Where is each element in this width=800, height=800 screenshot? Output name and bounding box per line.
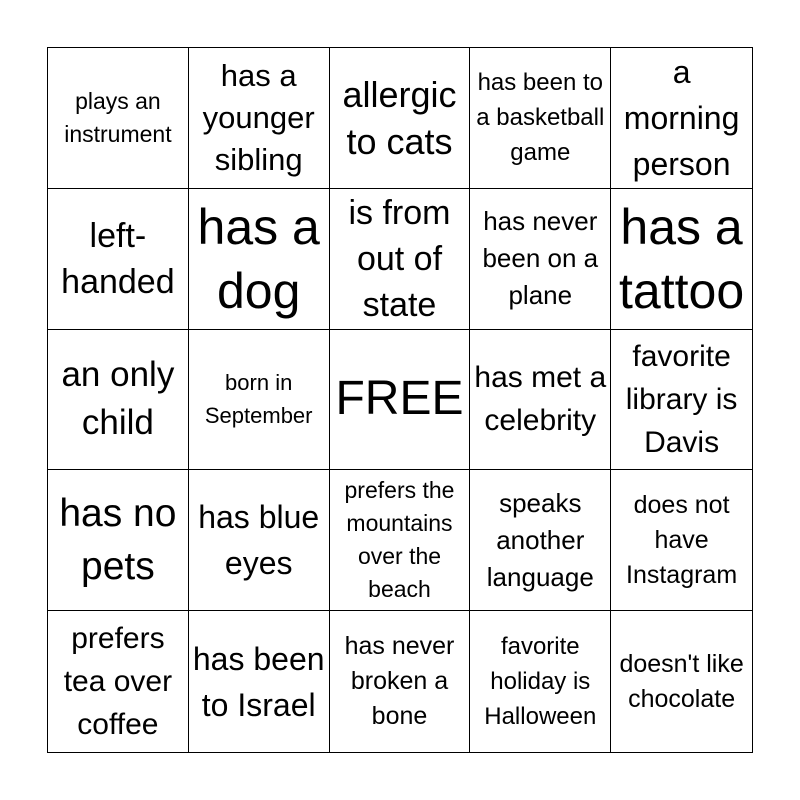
bingo-cell[interactable]: [611, 189, 752, 330]
cell-text: has been to Israel: [192, 640, 325, 723]
bingo-cell[interactable]: [611, 611, 752, 752]
bingo-cell[interactable]: [189, 330, 330, 471]
cell-text: has blue eyes: [198, 499, 320, 582]
bingo-cell[interactable]: [189, 48, 330, 189]
bingo-cell[interactable]: [611, 330, 752, 471]
bingo-cell[interactable]: [48, 611, 189, 752]
cell-text: has a tattoo: [619, 198, 745, 319]
cell-text: allergic to cats: [342, 73, 457, 162]
bingo-cell[interactable]: [470, 611, 611, 752]
bingo-cell[interactable]: [48, 48, 189, 189]
bingo-cell[interactable]: [470, 470, 611, 611]
bingo-cell[interactable]: [470, 189, 611, 330]
cell-text: prefers the mountains over the beach: [344, 477, 455, 603]
bingo-cell[interactable]: [330, 189, 471, 330]
bingo-cell[interactable]: [48, 189, 189, 330]
cell-text: has a younger sibling: [202, 57, 315, 177]
cell-text: left-handed: [61, 216, 175, 301]
cell-text: speaks another language: [486, 487, 594, 592]
bingo-cell[interactable]: [189, 189, 330, 330]
cell-text: has a dog: [197, 198, 320, 319]
cell-text: is from out of state: [348, 193, 451, 324]
bingo-cell[interactable]: [470, 48, 611, 189]
bingo-cell[interactable]: [470, 330, 611, 471]
cell-text: has no pets: [59, 492, 177, 589]
cell-text: a morning person: [623, 53, 740, 182]
bingo-board: [47, 47, 753, 753]
bingo-cell[interactable]: [611, 48, 752, 189]
cell-text: prefers tea over coffee: [63, 622, 173, 742]
cell-text: born in September: [204, 370, 313, 429]
cell-text: plays an instrument: [64, 87, 172, 147]
bingo-cell[interactable]: [48, 470, 189, 611]
free-space[interactable]: [330, 330, 471, 471]
bingo-cell[interactable]: [189, 611, 330, 752]
cell-text: has never broken a bone: [344, 632, 455, 731]
cell-text: FREE: [335, 372, 464, 426]
bingo-cell[interactable]: [48, 330, 189, 471]
cell-text: has never been on a plane: [482, 206, 599, 311]
bingo-cell[interactable]: [189, 470, 330, 611]
cell-text: has been to a basketball game: [476, 69, 605, 167]
bingo-cell[interactable]: [330, 611, 471, 752]
cell-text: has met a celebrity: [474, 361, 607, 438]
bingo-cell[interactable]: [330, 470, 471, 611]
bingo-cell[interactable]: [330, 48, 471, 189]
cell-text: favorite holiday is Halloween: [484, 633, 597, 731]
cell-text: does not have Instagram: [626, 490, 738, 589]
cell-text: an only child: [61, 355, 175, 443]
cell-text: favorite library is Davis: [625, 339, 738, 459]
bingo-cell[interactable]: [611, 470, 752, 611]
cell-text: doesn't like chocolate: [619, 649, 744, 713]
